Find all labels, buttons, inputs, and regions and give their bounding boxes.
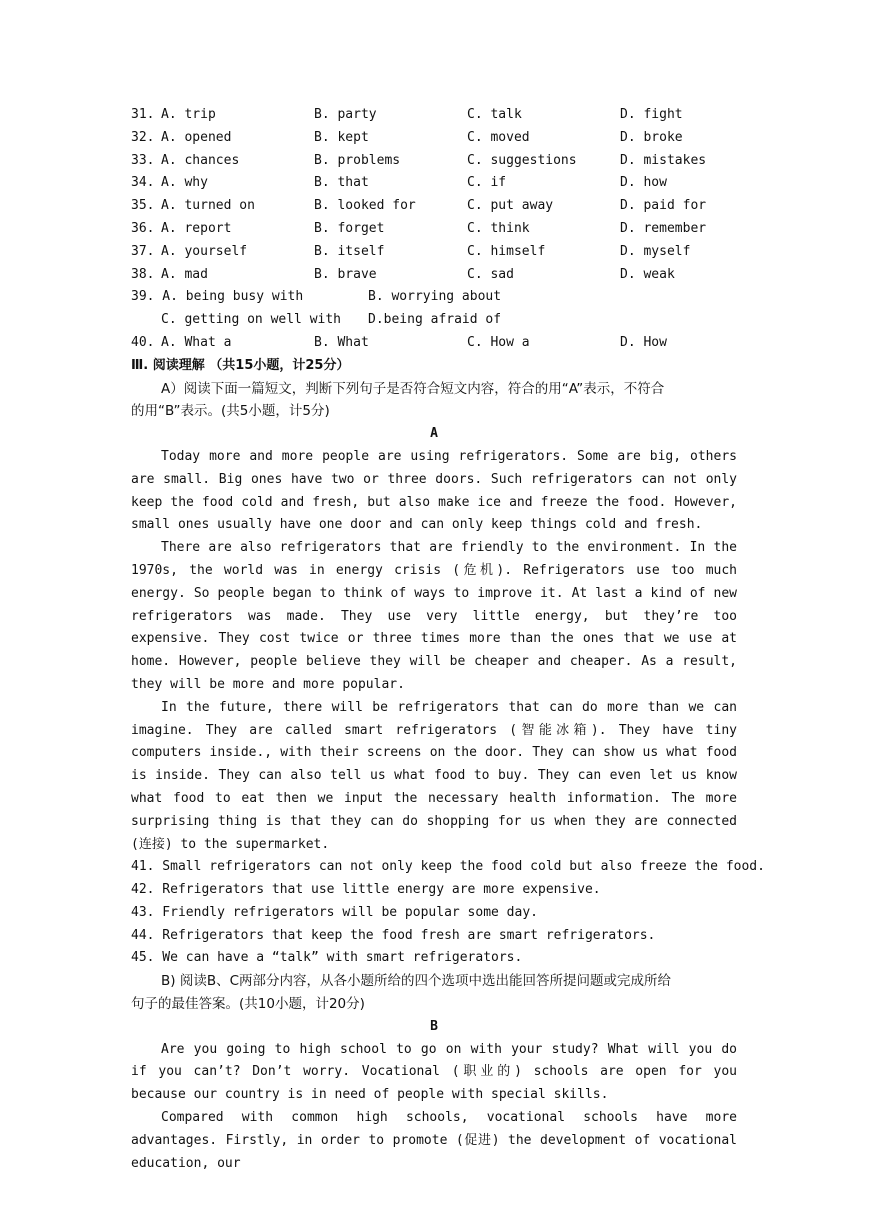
- option-a: 39. A. being busy with: [131, 289, 304, 305]
- option-d: D. broke: [620, 129, 683, 145]
- option-d: D. how: [620, 175, 667, 191]
- option-c: C. sad: [467, 266, 514, 282]
- passage-a-paragraph: Today more and more people are using refrigerators. Some are big, others are small. Big ones have two or three doors. Such refrigerators can not only keep the food cold and fresh, but also make ice and freeze the food. However, small ones usually have one door and can only keep things cold and fresh.: [131, 448, 737, 533]
- passage-a-paragraph: In the future, there will be refrigerators that can do more than we can imagine. They are called smart refrigerators (智能冰箱). They have tiny computers inside., with their screens on the door. They can show us what food is inside. They can also tell us what food to buy. They can even let us know what food to eat then we input the necessary health information. The more surprising thing is that they can do shopping for us when they are connected (连接) to the supermarket.: [131, 699, 737, 852]
- option-a: A. trip: [161, 107, 216, 122]
- judgement-statements: [131, 856, 765, 970]
- option-b: B. problems: [314, 152, 401, 168]
- question-row: [131, 264, 737, 287]
- option-b: B. What: [314, 334, 369, 350]
- exam-page: [131, 104, 765, 1175]
- question-row: [131, 241, 737, 264]
- passage-a-paragraph: There are also refrigerators that are friendly to the environment. In the 1970s, the world was in energy crisis (危机). Refrigerators use too much energy. So people began to think of ways to improve it. At last a kind of new refrigerators was made. They use very little energy, but they’re too expensive. They cost twice or three times more than the ones that we use at home. However, people believe they will be cheaper and cheaper. As a result, they will be more and more popular.: [131, 540, 737, 692]
- question-number: 35.: [131, 198, 155, 214]
- option-a: A. why: [161, 175, 208, 191]
- option-a: A. report: [161, 220, 232, 236]
- option-d: D. mistakes: [620, 152, 707, 168]
- option-a: A. mad: [161, 266, 208, 282]
- option-a: 31.: [131, 107, 155, 122]
- question-row: [131, 218, 737, 241]
- option-d: D. remember: [620, 220, 707, 236]
- option-a: A. turned on: [161, 198, 255, 214]
- question-number: 40.: [131, 334, 155, 350]
- option-a: A. What a: [161, 334, 232, 350]
- option-b: B. that: [314, 175, 369, 191]
- passage-b-title: B: [430, 1018, 438, 1034]
- option-c: C. moved: [467, 129, 530, 145]
- option-c: C. if: [467, 175, 507, 191]
- statement: 41. Small refrigerators can not only keep the food cold but also freeze the food.: [131, 859, 765, 875]
- question-39-row-2: [131, 309, 737, 332]
- option-b: B. looked for: [314, 198, 416, 214]
- part-a-instructions: A）阅读下面一篇短文，判断下列句子是否符合短文内容，符合的用“A”表示，不符合: [161, 380, 665, 397]
- question-row: [131, 104, 737, 127]
- option-b: B. forget: [314, 220, 385, 236]
- option-d: D. myself: [620, 243, 691, 259]
- question-number: 32.: [131, 129, 155, 145]
- option-d: D. paid for: [620, 198, 707, 214]
- question-39-row-1: [131, 286, 737, 309]
- question-number: 36.: [131, 220, 155, 236]
- option-a: A. yourself: [161, 243, 248, 259]
- option-d: D. fight: [620, 107, 683, 122]
- part-b-instructions-cont: 句子的最佳答案。(共10小题，计20分): [131, 996, 365, 1013]
- question-row: [131, 195, 737, 218]
- statement: 44. Refrigerators that keep the food fresh are smart refrigerators.: [131, 927, 656, 943]
- section-title: Ⅲ. 阅读理解 （共15小题，计25分）: [131, 357, 350, 373]
- option-b: B. party: [314, 107, 377, 122]
- question-row: [131, 150, 737, 173]
- question-number: 33.: [131, 152, 155, 168]
- question-number: 37.: [131, 243, 155, 259]
- question-number: 38.: [131, 266, 155, 282]
- option-c: C. getting on well with: [161, 312, 342, 328]
- option-a: A. chances: [161, 152, 240, 168]
- cloze-options: [131, 104, 737, 355]
- question-row: [131, 332, 737, 355]
- question-row: [131, 127, 737, 150]
- statement: 42. Refrigerators that use little energy are more expensive.: [131, 882, 601, 898]
- option-d: D. How: [620, 334, 667, 350]
- option-c: C. How a: [467, 334, 530, 350]
- option-c: C. talk: [467, 107, 522, 122]
- option-a: A. opened: [161, 129, 232, 145]
- option-b: B. itself: [314, 243, 385, 259]
- option-c: C. think: [467, 220, 530, 236]
- question-number: 34.: [131, 175, 155, 191]
- part-a-instructions-cont: 的用“B”表示。(共5小题，计5分): [131, 403, 330, 420]
- option-c: C. himself: [467, 243, 546, 259]
- option-b: B. kept: [314, 129, 369, 145]
- option-c: C. put away: [467, 198, 554, 214]
- passage-b-paragraph: Are you going to high school to go on with your study? What will you do if you can’t? Don’t worry. Vocational (职业的) schools are open for you because our country is in need of people with special skills.: [131, 1041, 737, 1103]
- question-row: [131, 172, 737, 195]
- option-b: B. worrying about: [368, 289, 502, 305]
- option-b: B. brave: [314, 266, 377, 282]
- passage-b-paragraph: Compared with common high schools, vocational schools have more advantages. Firstly, in order to promote (促进) the development of vocational education, our: [131, 1110, 737, 1171]
- part-b-instructions: B) 阅读B、C两部分内容，从各小题所给的四个选项中选出能回答所提问题或完成所给: [161, 973, 672, 990]
- option-d: D.being afraid of: [368, 312, 502, 328]
- statement: 43. Friendly refrigerators will be popular some day.: [131, 904, 538, 920]
- statement: 45. We can have a “talk” with smart refrigerators.: [131, 950, 523, 966]
- option-d: D. weak: [620, 266, 675, 282]
- option-c: C. suggestions: [467, 152, 577, 168]
- passage-a-title: A: [430, 426, 438, 442]
